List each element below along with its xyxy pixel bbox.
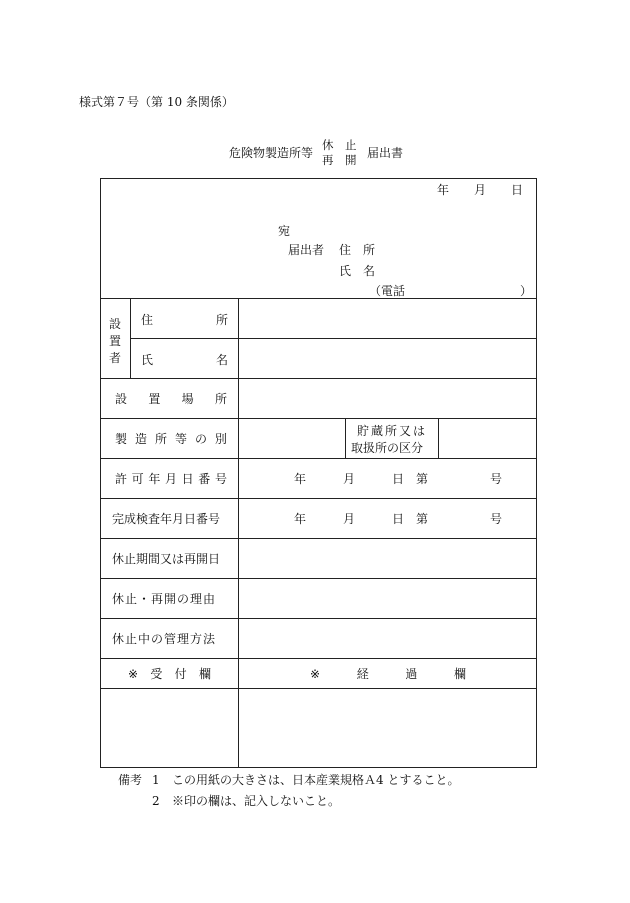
divider [100, 688, 537, 689]
installer-label-2: 置 [109, 334, 122, 348]
suspension-period-label: 休止期間又は再開日 [112, 552, 221, 566]
divider [100, 458, 537, 459]
label-column-divider [238, 298, 239, 768]
inspection-year: 年 [294, 512, 307, 526]
location-label: 設 置 場 所 [115, 392, 227, 406]
permit-day: 日 [392, 472, 405, 486]
notes-label: 備考 [118, 773, 143, 787]
divider [100, 418, 537, 419]
date-day: 日 [511, 183, 524, 197]
divider-installer [130, 338, 537, 339]
inspection-day: 日 [392, 512, 405, 526]
divider [100, 578, 537, 579]
title-option-re: 再 [322, 153, 334, 167]
date-month: 月 [474, 183, 487, 197]
divider [100, 498, 537, 499]
title-suffix: 届出書 [367, 146, 404, 160]
installer-group-divider [130, 298, 131, 378]
storage-class-label-2: 取扱所の区分 [351, 441, 424, 455]
reception-column-header: ※ 受 付 欄 [128, 667, 211, 681]
installer-name-label: 氏 名 [141, 353, 228, 367]
divider-header [100, 298, 537, 299]
notifier-label: 届出者 [288, 243, 325, 257]
title-option-open: 開 [345, 153, 357, 167]
storage-class-label-1: 貯蔵所又は [357, 424, 428, 438]
permit-date-label: 許 可 年 月 日 番 号 [115, 472, 227, 486]
title-option-rest: 休 [322, 138, 334, 152]
permit-month: 月 [343, 472, 356, 486]
reason-label: 休止・再開の理由 [112, 592, 217, 606]
date-year: 年 [437, 183, 450, 197]
form-number: 様式第７号（第 10 条関係） [79, 95, 234, 109]
inspection-no-suffix: 号 [490, 512, 503, 526]
name-label: 氏 名 [339, 264, 376, 278]
inspection-date-label: 完成検査年月日番号 [112, 512, 221, 526]
note-1-text: この用紙の大きさは、日本産業規格Ａ4 とすること。 [172, 773, 460, 787]
divider [100, 538, 537, 539]
inspection-month: 月 [343, 512, 356, 526]
installer-label-3: 者 [109, 351, 122, 365]
title-option-stop: 止 [345, 138, 357, 152]
management-label: 休止中の管理方法 [112, 632, 217, 646]
class-divider-right [438, 418, 439, 458]
facility-type-label: 製 造 所 等 の 別 [115, 432, 227, 446]
progress-column-header: ※ 経 過 欄 [310, 667, 466, 681]
permit-year: 年 [294, 472, 307, 486]
divider [100, 378, 537, 379]
note-2-number: 2 [152, 794, 160, 808]
installer-address-label: 住 所 [141, 313, 228, 327]
note-1-number: 1 [152, 773, 160, 787]
address-label: 住 所 [339, 243, 376, 257]
inspection-no-prefix: 第 [416, 512, 429, 526]
divider [100, 658, 537, 659]
phone-close: ） [520, 284, 533, 298]
class-divider-left [345, 418, 346, 458]
title-prefix: 危険物製造所等 [229, 146, 314, 160]
addressee: 宛 [278, 224, 291, 238]
phone-open: （電話 [369, 284, 406, 298]
installer-label-1: 設 [109, 317, 122, 331]
note-2-text: ※印の欄は、記入しないこと。 [172, 794, 341, 808]
permit-no-prefix: 第 [416, 472, 429, 486]
divider [100, 618, 537, 619]
permit-no-suffix: 号 [490, 472, 503, 486]
